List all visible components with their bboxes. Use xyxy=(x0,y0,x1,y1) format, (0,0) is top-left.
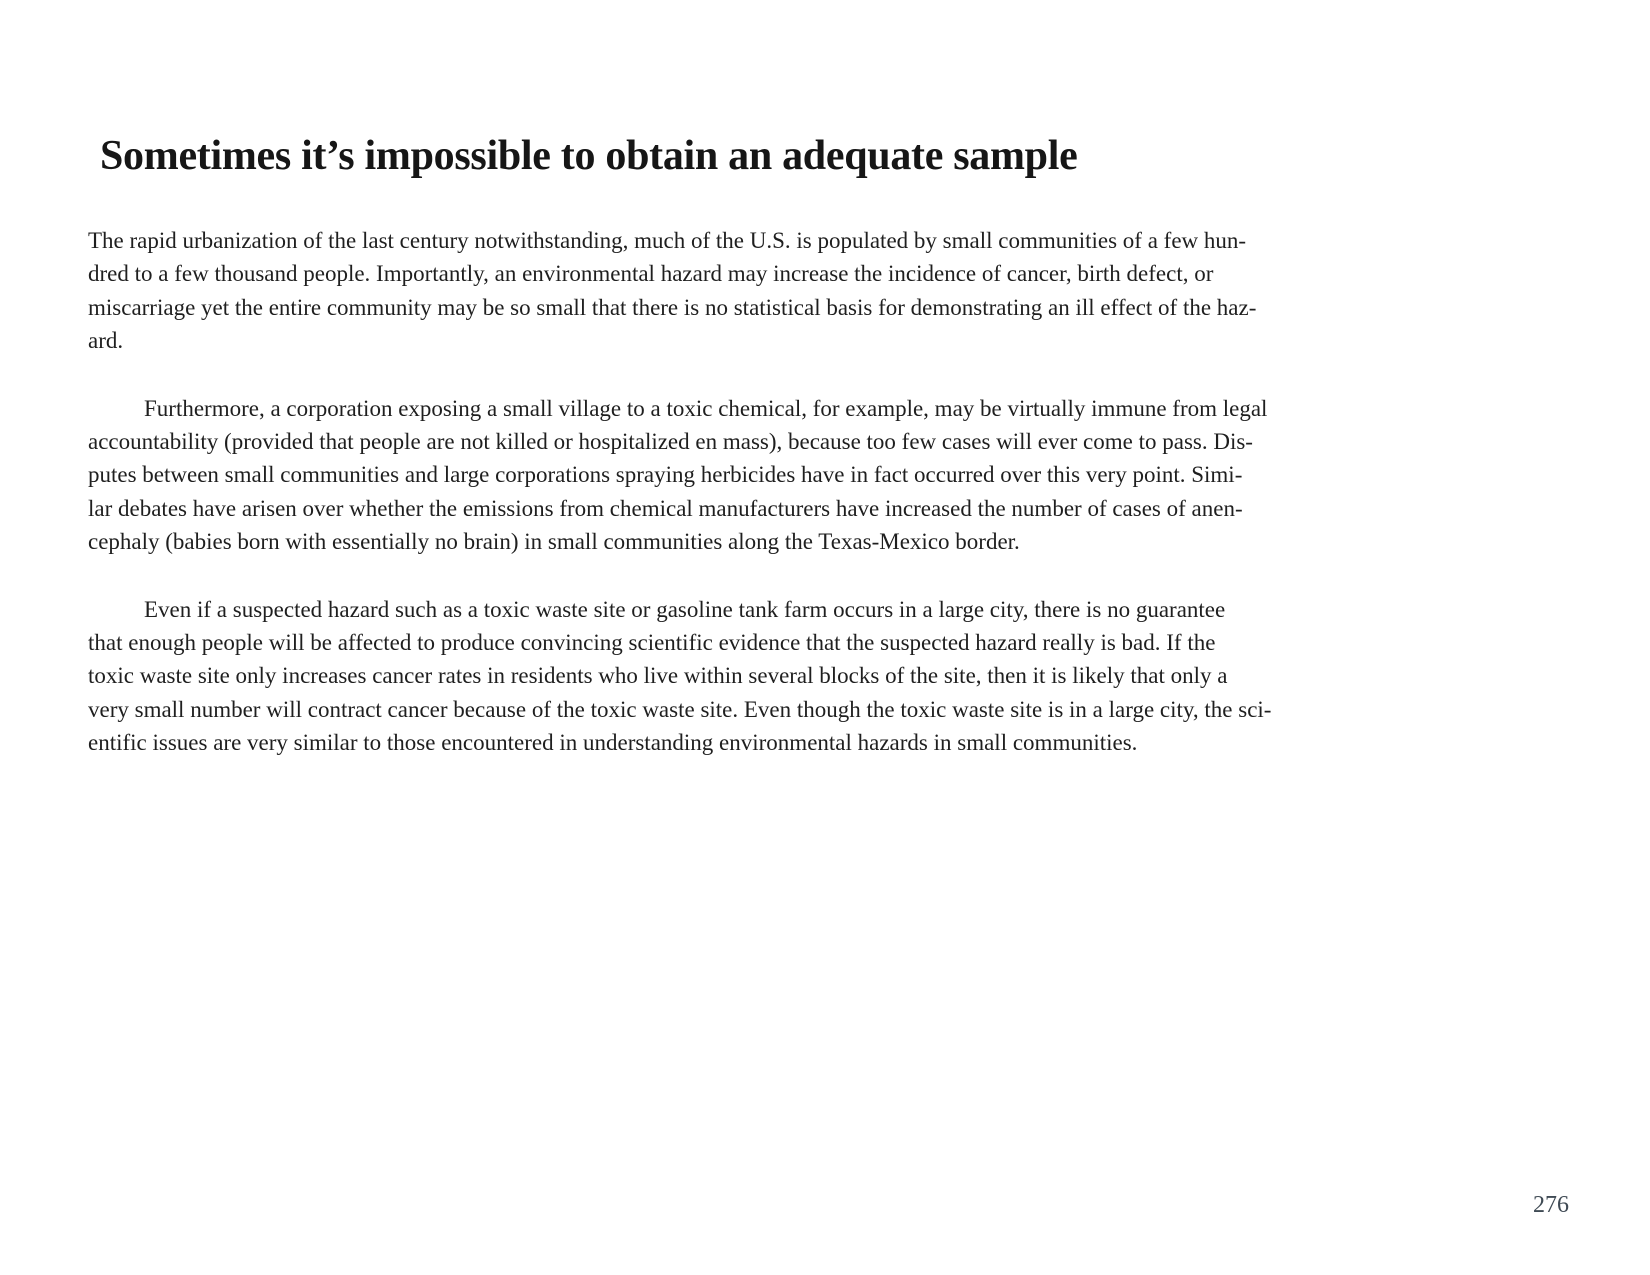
text-line: accountability (provided that people are not killed or hospitalized en mass), because too few cases will ever come to pass. Dis- xyxy=(88,429,1253,455)
text-line: The rapid urbanization of the last century notwithstanding, much of the U.S. is populated by small communities of a few hun- xyxy=(88,228,1247,253)
text-line: cephaly (babies born with essentially no brain) in small communities along the Texas-Mexico border. xyxy=(88,529,1020,555)
text-line: dred to a few thousand people. Importantly, an environmental hazard may increase the incidence of cancer, birth defect, or xyxy=(88,261,1214,287)
text-line: that enough people will be affected to produce convincing scientific evidence that the suspected hazard really is bad. If the xyxy=(88,630,1216,656)
text-line: lar debates have arisen over whether the emissions from chemical manufacturers have increased the number of cases of anen- xyxy=(88,495,1243,521)
paragraph-3 xyxy=(88,593,1538,760)
page-title: Sometimes it’s impossible to obtain an adequate sample xyxy=(100,133,1078,179)
text-line: very small number will contract cancer because of the toxic waste site. Even though the toxic waste site is in a large city, the sci- xyxy=(88,696,1272,722)
paragraph-1 xyxy=(88,224,1538,358)
text-line: miscarriage yet the entire community may be so small that there is no statistical basis for demonstrating an ill effect of the haz- xyxy=(88,294,1257,320)
document-body xyxy=(88,224,1538,760)
text-line: Even if a suspected hazard such as a toxic waste site or gasoline tank farm occurs in a large city, there is no guarantee xyxy=(144,596,1226,622)
text-line: putes between small communities and large corporations spraying herbicides have in fact occurred over this very point. Simi- xyxy=(88,462,1243,488)
text-line: toxic waste site only increases cancer rates in residents who live within several blocks of the site, then it is likely that only a xyxy=(88,663,1228,689)
paragraph-2 xyxy=(88,392,1538,559)
text-line: entific issues are very similar to those encountered in understanding environmental hazards in small communities. xyxy=(88,730,1138,756)
text-line: ard. xyxy=(88,328,124,354)
text-line: Furthermore, a corporation exposing a small village to a toxic chemical, for example, may be virtually immune from legal xyxy=(144,395,1268,421)
page-number: 276 xyxy=(1533,1192,1569,1218)
